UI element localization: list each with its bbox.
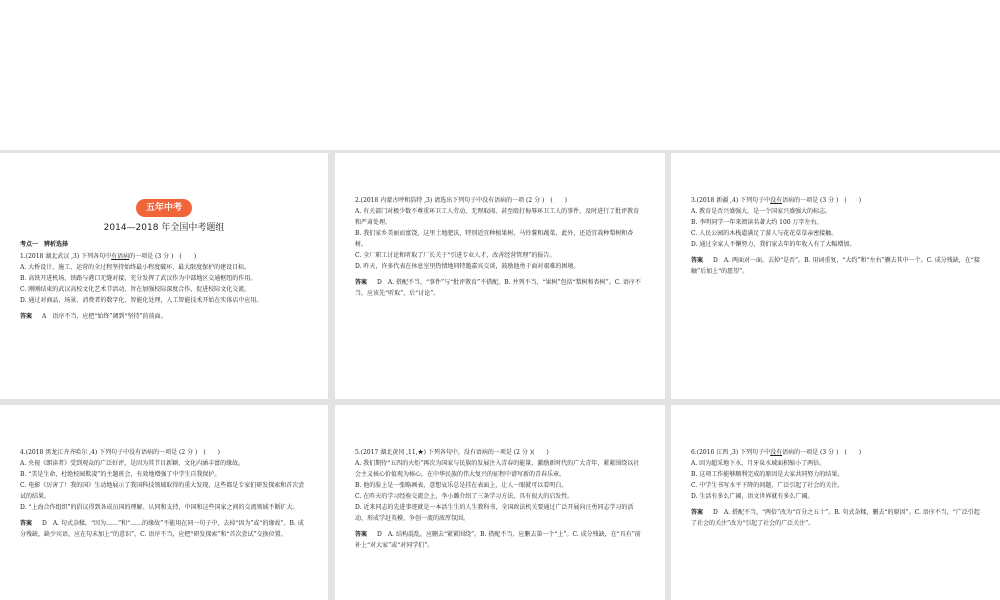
question-text-tail: 语病的一项是 (3 分 ) ( ) xyxy=(782,197,862,204)
answer-block xyxy=(691,255,980,277)
option-d: D. 近来同志的先进事迹就是一本活生生的人生教科书，全国政法机关要通过广泛开展向汪勇同志学习的活动，形成学赶英模、争创一流的浓厚氛围。 xyxy=(355,504,634,522)
answer-key: D xyxy=(713,509,718,516)
page-3 xyxy=(671,153,1000,399)
page-5 xyxy=(335,405,665,600)
option-d: D. 昨天，许多代表在休息室里热情地同特邀嘉宾交谈，鼓励他勇于面对艰难的困境。 xyxy=(355,263,580,270)
option-d: D. 通过对商品、场景、消费者的数字化、智能化处理，人工智能技术开始在实体店中应用。 xyxy=(20,297,263,304)
option-b: B. 他的脸上是一张略画表，意想哀乐总是挂在表面上，让人一眼就可以看明白。 xyxy=(355,482,568,489)
page-6 xyxy=(671,405,1000,600)
answer-key: D xyxy=(377,279,382,286)
answer-label: 答案 xyxy=(20,520,33,527)
page-2 xyxy=(335,153,665,399)
answer-key: D xyxy=(377,531,382,538)
option-a: A. 大桥设计、施工、运营的全过程坚持始终最小程度破坏、最大限度保护的建设目标。 xyxy=(20,264,251,271)
page-title: 2014—2018 年全国中考题组 xyxy=(103,223,225,233)
banner-wrap xyxy=(20,199,308,217)
answer-explanation: A. 两面对一面，去掉“是否”。B. 用词重复，“大约”和“左右”删去其中一个。C. 成分残缺，在“接触”后加上“的愿望”。 xyxy=(691,257,980,275)
option-c: C. 全厂职工讨论和听取了厂长关于“引进专业人才，改善经营管理”的报告。 xyxy=(355,252,556,259)
option-b: B. “美是生命，杜绝校园欺凌”的主题班会，有效地增强了中学生自我保护。 xyxy=(20,471,221,478)
question-5: 5.(2017 湖北黄冈 ,11,★) 下列各句中，没有语病的一项是 (2 分 )( ) xyxy=(355,449,549,456)
option-c: C. 人民公园的木栈道满足了游人与花花草草亲密接触。 xyxy=(691,230,838,237)
question-6 xyxy=(691,447,980,458)
option-c: C. 中学生书写水平下降的问题，广泛引起了社会的关注。 xyxy=(691,482,844,489)
top-blank-area xyxy=(0,0,1000,150)
option-c: C. 刚刚结束的武汉高校文化艺术节活动，旨在加强校际深度合作，促进校际文化交流。 xyxy=(20,286,251,293)
answer-block xyxy=(355,277,645,299)
section-heading: 考点一 辨析选择 xyxy=(20,241,69,248)
answer-label: 答案 xyxy=(355,531,368,538)
option-d: D. “上海合作组织”的倡议得到各成员国的理解、认同和支持，中国和这些国家之间的交流领域不断扩大。 xyxy=(20,504,299,511)
option-c: C. 电影《厉害了！我的国》生动地展示了我国科技领域取得的重大发现，这些都是专家们研发探索和首次尝试的结果。 xyxy=(20,482,305,500)
answer-explanation: A. 搭配不当，“两倍”改为“百分之五十”。B. 句式杂糅，删去“的原因”。C. 语序不当，“广泛引起了社会的关注”改为“引起了社会的广泛关注”。 xyxy=(691,509,980,527)
underlined-keyword: 没有 xyxy=(770,197,783,204)
answer-explanation: A. 结构混乱，应删去“紧紧围绕”。B. 搭配不当，应删去第一个“上”。C. 成分残缺，在“具有”前补上“对大家”或“对同学们”。 xyxy=(355,531,641,549)
answer-key: D xyxy=(42,520,47,527)
underlined-keyword: 没有 xyxy=(770,449,783,456)
answer-key: D xyxy=(713,257,718,264)
answer-explanation: A. 搭配不当，“事件”与“批评教育”不搭配。B. 并列不当，“果树”包括“梨树和杏树”。C. 语序不当，应该先“听取”，后“讨论”。 xyxy=(355,279,641,297)
option-a: A. 教育是否兴盛强大，是一个国家兴盛强大的标志。 xyxy=(691,208,832,215)
question-text: 3.(2018 新疆 ,4) 下列句子中 xyxy=(691,197,771,204)
question-4: 4.(2018 黑龙江齐齐哈尔 ,4) 下列句子中没有语病的一项是 (2 分 ) ( ) xyxy=(20,449,221,456)
page-1 xyxy=(0,153,328,399)
question-1 xyxy=(20,251,308,262)
option-a: A. 有关部门对极少数不尊重环卫工人劳动、无理取闹、甚至殴打侮辱环卫工人的事件，及时进行了批评教育和严肃处理。 xyxy=(355,208,640,226)
answer-block xyxy=(20,518,308,540)
question-3 xyxy=(691,195,980,206)
question-text: 1.(2018 湖北武汉 ,3) 下列各句中 xyxy=(20,253,112,260)
option-c: C. 在昨天的学习经验交流会上，李小璐介绍了三条学习方法，具有很大的启发性。 xyxy=(355,493,574,500)
underlined-keyword: 有语病 xyxy=(111,253,130,260)
option-a: A. 央视《朗读者》受到观众的广泛好评，是因为其节目新颖、文化内涵丰富的缘故。 xyxy=(20,460,245,467)
answer-explanation: 语序不当，应把“始终”调到“坚持”的前面。 xyxy=(52,313,167,320)
answer-label: 答案 xyxy=(20,313,33,320)
section-banner: 五年中考 xyxy=(136,199,192,217)
option-d: D. 通过全家人不懈努力，我们家去年的年收入有了大幅增加。 xyxy=(691,241,856,248)
option-d: D. 生活有多么广阔，语文世界就有多么广阔。 xyxy=(691,493,814,500)
option-a: A. 我们期待“五四的火炬”再次为国家与民族的发展注入青春的能量，激励新时代的广大青年，紧紧围绕以社会主义核心价值观为核心，在中华民族的伟大复兴的征程中谱写新的青春乐章。 xyxy=(355,460,640,478)
page-4 xyxy=(0,405,328,600)
answer-block xyxy=(355,529,645,551)
question-text-tail: 语病的一项是 (3 分 ) ( ) xyxy=(782,449,862,456)
option-b: B. 李明同学一年来阅读名著大约 100 万字左右。 xyxy=(691,219,823,226)
answer-block xyxy=(20,311,308,322)
option-b: B. 高铁开进机场，铁路与港口无缝对接，充分发挥了武汉作为中部地区交通枢纽的作用。 xyxy=(20,275,257,282)
answer-label: 答案 xyxy=(355,279,368,286)
answer-explanation: A. 句式杂糅，“因为……”和“……的缘故”不能用在同一句子中，去掉“因为”或“的缘故”。B. 成分残缺，缺少宾语，应在句末加上“的意识”。C. 语序不当，应把“研发探索”和“首次尝试”交换位置。 xyxy=(20,520,304,538)
question-2: 2.(2018 内蒙古呼和浩特 ,3) 请选出下列句子中没有语病的一项 (2 分 ) ( ) xyxy=(355,197,568,204)
answer-block xyxy=(691,507,980,529)
question-text-tail: 的一项是 (3 分 ) ( ) xyxy=(129,253,197,260)
answer-label: 答案 xyxy=(691,257,704,264)
answer-key: A xyxy=(42,313,47,320)
answer-label: 答案 xyxy=(691,509,704,516)
option-a: A. 因为超采地下水，月牙泉水域面积缩小了两倍。 xyxy=(691,460,826,467)
option-b: B. 这项工作能够顺利完成的原因是大家共同努力的结果。 xyxy=(691,471,844,478)
question-text: 6.(2016 江西 ,3) 下列句子中 xyxy=(691,449,771,456)
option-b: B. 我们家乡美丽而富饶，这里土地肥沃，特别适宜种植果树，马铃薯和蔬菜，此外，还适宜栽种梨树和杏树。 xyxy=(355,230,634,248)
